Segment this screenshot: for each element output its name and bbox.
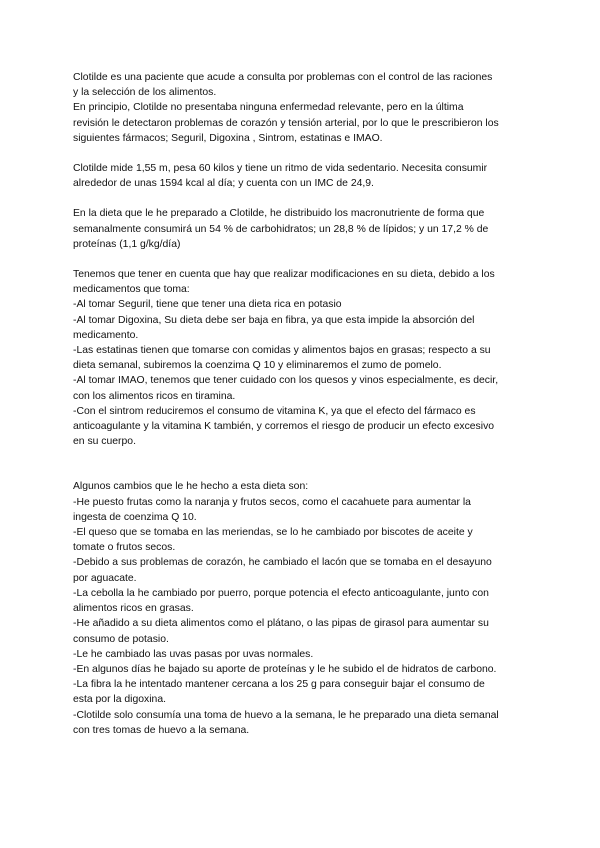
paragraph-diet-changes bbox=[73, 479, 533, 737]
paragraph-spacer bbox=[73, 146, 533, 161]
text-line: -He puesto frutas como la naranja y frutos secos, como el cacahuete para aumentar la bbox=[73, 496, 471, 508]
text-line: Algunos cambios que le he hecho a esta dieta son: bbox=[73, 481, 309, 493]
text-line: -La cebolla la he cambiado por puerro, porque potencia el efecto anticoagulante, junto con bbox=[73, 587, 489, 599]
text-line: con tres tomas de huevo a la semana. bbox=[73, 724, 250, 736]
paragraph-intro bbox=[73, 70, 533, 146]
text-line: esta por la digoxina. bbox=[73, 694, 166, 706]
text-line: En la dieta que le he preparado a Clotilde, he distribuido los macronutriente de forma que bbox=[73, 208, 485, 220]
paragraph-spacer bbox=[73, 191, 533, 206]
text-line: -Le he cambiado las uvas pasas por uvas normales. bbox=[73, 648, 314, 660]
text-line: alimentos ricos en grasas. bbox=[73, 603, 194, 615]
text-line: Clotilde es una paciente que acude a consulta por problemas con el control de las raciones bbox=[73, 72, 493, 83]
text-line: proteínas (1,1 g/kg/día) bbox=[73, 238, 181, 250]
text-line: -Al tomar IMAO, tenemos que tener cuidado con los quesos y vinos especialmente, es decir, bbox=[73, 375, 499, 387]
text-line: -Las estatinas tienen que tomarse con comidas y alimentos bajos en grasas; respecto a su bbox=[73, 345, 491, 357]
text-line: en su cuerpo. bbox=[73, 436, 136, 448]
text-line: -Al tomar Digoxina, Su dieta debe ser baja en fibra, ya que esta impide la absorción del bbox=[73, 314, 475, 326]
text-line: medicamentos que toma: bbox=[73, 284, 190, 296]
text-line: -He añadido a su dieta alimentos como el plátano, o las pipas de girasol para aumentar su bbox=[73, 618, 489, 630]
text-line: Clotilde mide 1,55 m, pesa 60 kilos y tiene un ritmo de vida sedentario. Necesita consumir bbox=[73, 163, 488, 175]
text-line: En principio, Clotilde no presentaba ninguna enfermedad relevante, pero en la última bbox=[73, 102, 464, 114]
paragraph-macronutrients bbox=[73, 206, 533, 252]
text-line: y la selección de los alimentos. bbox=[73, 87, 217, 99]
text-line: Tenemos que tener en cuenta que hay que realizar modificaciones en su dieta, debido a los bbox=[73, 269, 495, 281]
text-line: siguientes fármacos; Seguril, Digoxina , Sintrom, estatinas e IMAO. bbox=[73, 132, 383, 144]
text-line: medicamento. bbox=[73, 329, 139, 341]
text-line: semanalmente consumirá un 54 % de carbohidratos; un 28,8 % de lípidos; y un 17,2 % de bbox=[73, 223, 489, 235]
paragraph-spacer bbox=[73, 252, 533, 267]
paragraph-measurements bbox=[73, 161, 533, 191]
text-line: -En algunos días he bajado su aporte de proteínas y le he subido el de hidratos de carbono. bbox=[73, 663, 497, 675]
text-line: revisión le detectaron problemas de corazón y tensión arterial, por lo que le prescribieron los bbox=[73, 117, 499, 129]
paragraph-spacer bbox=[73, 449, 533, 479]
text-line: con los alimentos ricos en tiramina. bbox=[73, 390, 236, 402]
text-line: -La fibra la he intentado mantener cercana a los 25 g para conseguir bajar el consumo de bbox=[73, 679, 485, 691]
text-line: consumo de potasio. bbox=[73, 633, 169, 645]
text-line: alrededor de unas 1594 kcal al día; y cuenta con un IMC de 24,9. bbox=[73, 178, 374, 190]
text-line: por aguacate. bbox=[73, 572, 137, 584]
document-body bbox=[73, 70, 533, 738]
text-line: dieta semanal, subiremos la coenzima Q 10 y eliminaremos el zumo de pomelo. bbox=[73, 360, 442, 372]
text-line: tomate o frutos secos. bbox=[73, 542, 176, 554]
text-line: -Al tomar Seguril, tiene que tener una dieta rica en potasio bbox=[73, 299, 342, 311]
text-line: -Debido a sus problemas de corazón, he cambiado el lacón que se tomaba en el desayuno bbox=[73, 557, 492, 569]
text-line: ingesta de coenzima Q 10. bbox=[73, 511, 197, 523]
text-line: anticoagulante y la vitamina K también, y corremos el riesgo de producir un efecto excesivo bbox=[73, 421, 495, 433]
text-line: -El queso que se tomaba en las meriendas, se lo he cambiado por biscotes de aceite y bbox=[73, 527, 473, 539]
text-line: -Con el sintrom reduciremos el consumo de vitamina K, ya que el efecto del fármaco es bbox=[73, 405, 476, 417]
paragraph-medications bbox=[73, 267, 533, 449]
text-line: -Clotilde solo consumía una toma de huevo a la semana, le he preparado una dieta semanal bbox=[73, 709, 499, 721]
